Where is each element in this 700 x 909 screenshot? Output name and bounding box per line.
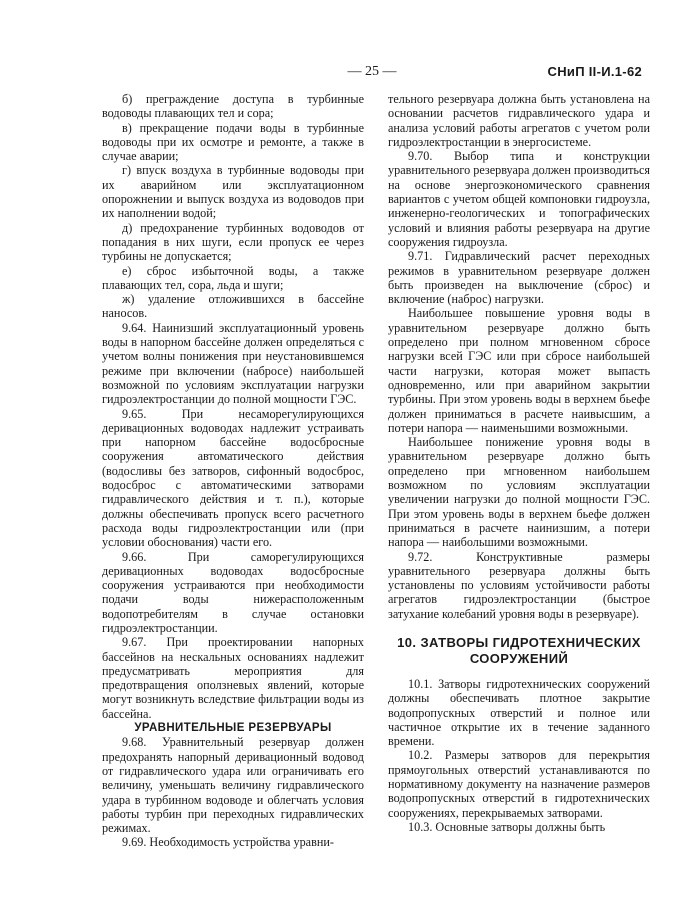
paragraph-9-71-max-rise: Наибольшее повышение уровня воды в уравнительном резервуаре должно быть определено при полном мгновенном сбросе нагрузки всей ГЭС или при сбросе наибольшей части нагрузки, которая может выпасть одновременно, или при аварийном закрытии турбины. При этом уровень воды в верхнем бьефе должен приниматься в расчете наивысшим, а потери напора — наименьшими возможными. [388, 306, 650, 435]
paragraph-10-2: 10.2. Размеры затворов для перекрытия прямоугольных отверстий устанавливаются по нормативному документу на назначение размеров водопропускных отверстий в гидротехнических сооружениях, перекрываемых затворами. [388, 748, 650, 820]
paragraph-9-71: 9.71. Гидравлический расчет переходных режимов в уравнительном резервуаре должен быть произведен на выключение (сброс) и включение (наброс) нагрузки. [388, 249, 650, 307]
paragraph-9-65: 9.65. При несаморегулирующихся деривационных водоводах надлежит устраивать при напорном бассейне водосбросные сооружения автоматического действия (водосливы без затворов, сифонный водосброс, водосброс с автоматическими затворами гидравлического действия и т. п.), которые должны обеспечивать пропуск всего расчетного расхода воды гидроэлектростанции или (при условии обоснования) части его. [102, 406, 364, 550]
paragraph-9-72: 9.72. Конструктивные размеры уравнительного резервуара должны быть установлены по условиям устойчивости работы агрегатов гидроэлектростанции (быстрое затухание колебаний уровня воды в резервуаре). [388, 549, 650, 621]
page-number: — 25 — [347, 64, 397, 79]
paragraph-9-69-continued: тельного резервуара должна быть установлена на основании расчетов гидравлического удара и анализа условий работы агрегатов с учетом роли гидроэлектростанции в энергосистеме. [388, 92, 650, 149]
list-item-e: е) сброс избыточной воды, а также плавающих тел, сора, льда и шуги; [102, 263, 364, 292]
section-heading-surge-tanks: УРАВНИТЕЛЬНЫЕ РЕЗЕРВУАРЫ [134, 722, 332, 735]
document-code: СНиП II-И.1-62 [547, 64, 642, 79]
paragraph-9-66: 9.66. При саморегулирующихся деривационных водоводах водосбросные сооружения устраиваются при необходимости подачи воды нижерасположенным водопотребителям в случае остановки гидроэлектростанции. [102, 549, 364, 635]
paragraph-9-68: 9.68. Уравнительный резервуар должен предохранять напорный деривационный водовод от гидравлического удара или ограничивать его величину, уменьшать величину гидравлического удара в турбинном водоводе и облегчать условия работы турбин при переходных гидравлических режимах. [102, 735, 364, 836]
paragraph-9-70: 9.70. Выбор типа и конструкции уравнительного резервуара должен производиться на основе энергоэкономического сравнения вариантов с учетом общей компоновки гидроузла, инженерно-геологических и топографических условий и влияния работы резервуара на другие сооружения гидроузла. [388, 149, 650, 249]
list-item-v: в) прекращение подачи воды в турбинные водоводы при их осмотре и ремонте, а также в случае аварии; [102, 120, 364, 164]
list-item-g: г) впуск воздуха в турбинные водоводы при их аварийном или эксплуатационном опорожнении и выпуск воздуха из водоводов при их наполнении водой; [102, 163, 364, 221]
paragraph-10-3-start: 10.3. Основные затворы должны быть [408, 819, 606, 834]
right-column [388, 92, 650, 834]
paragraph-9-69-start: 9.69. Необходимость устройства уравни- [122, 835, 334, 850]
section-heading-gates: 10. ЗАТВОРЫ ГИДРОТЕХНИЧЕСКИХ СООРУЖЕНИЙ [397, 634, 641, 666]
page-header [102, 64, 642, 84]
list-item-zh: ж) удаление отложившихся в бассейне наносов. [102, 292, 364, 321]
paragraph-9-71-max-drop: Наибольшее понижение уровня воды в уравнительном резервуаре должно быть определено при мгновенном наибольшем возможном по условиям эксплуатации увеличении нагрузки до полной мощности ГЭС. При этом уровень воды в верхнем бьефе должен приниматься в расчете наинизшим, а потери напора — наибольшими возможными. [388, 435, 650, 550]
paragraph-9-67: 9.67. При проектировании напорных бассейнов на нескальных основаниях надлежит предусматривать мероприятия для предотвращения оползневых явлений, которые могут возникнуть вследствие фильтрации воды из бассейна. [102, 635, 364, 721]
left-column [102, 92, 364, 850]
list-item-d: д) предохранение турбинных водоводов от попадания в них шуги, если пропуск ее через турбины не допускается; [102, 220, 364, 264]
paragraph-10-1: 10.1. Затворы гидротехнических сооружений должны обеспечивать плотное закрытие водопропускных отверстий и полное или частичное открытие их в течение заданного времени. [388, 676, 650, 749]
list-item-b: б) преграждение доступа в турбинные водоводы плавающих тел и сора; [102, 92, 364, 121]
paragraph-9-64: 9.64. Наинизший эксплуатационный уровень воды в напорном бассейне должен определяться с учетом волны понижения при неустановившемся режиме при включении (набросе) наибольшей возможной по условиям эксплуатации нагрузки гидроэлектростанции до полной мощности ГЭС. [102, 320, 364, 407]
